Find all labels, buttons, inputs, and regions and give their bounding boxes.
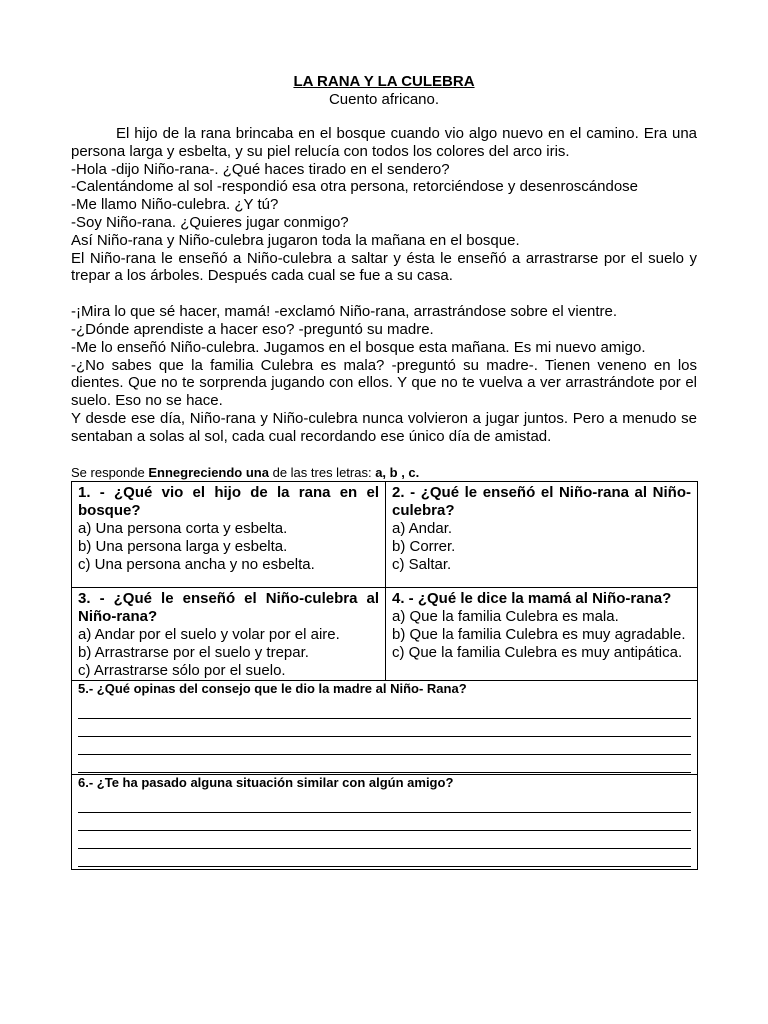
answer-line[interactable] xyxy=(78,755,691,773)
answer-option-a[interactable]: a) Una persona corta y esbelta. xyxy=(78,520,288,537)
answer-line[interactable] xyxy=(78,737,691,755)
answer-option-c[interactable]: c) Que la familia Culebra es muy antipática. xyxy=(392,644,683,661)
answer-option-a[interactable]: a) Que la familia Culebra es mala. xyxy=(392,608,619,625)
question-cell-2 xyxy=(386,482,698,588)
instruction-prefix: Se responde xyxy=(71,465,149,480)
page-subtitle: Cuento africano. xyxy=(328,91,440,108)
instruction-bold: Ennegreciendo una xyxy=(148,465,269,480)
open-question-cell-6 xyxy=(72,775,698,870)
answer-line[interactable] xyxy=(78,795,691,813)
instruction-letters: a, b , c. xyxy=(375,465,420,480)
question-text: 2. - ¿Qué le enseñó el Niño-rana al Niño-culebra? xyxy=(392,484,691,519)
question-table xyxy=(71,481,698,870)
question-cell-3 xyxy=(72,588,386,681)
story-line: Y desde ese día, Niño-rana y Niño-culebra nunca volvieron a jugar juntos. Pero a menudo se sentaban a solas al sol, cada cual recordando ese único día de amistad. xyxy=(71,409,697,445)
story-line: -Soy Niño-rana. ¿Quieres jugar conmigo? xyxy=(71,213,349,231)
answer-line[interactable] xyxy=(78,701,691,719)
story-line: -Me llamo Niño-culebra. ¿Y tú? xyxy=(71,196,279,214)
story-line: -Calentándome al sol -respondió esa otra persona, retorciéndose y desenroscándose xyxy=(71,178,639,196)
story-line: -Hola -dijo Niño-rana-. ¿Qué haces tirado en el sendero? xyxy=(71,160,450,178)
question-text: 1. - ¿Qué vio el hijo de la rana en el bosque? xyxy=(78,484,379,519)
answer-option-c[interactable]: c) Saltar. xyxy=(392,556,452,573)
story-line: El Niño-rana le enseñó a Niño-culebra a saltar y ésta le enseñó a arrastrarse por el suelo y trepar a los árboles. Después cada cual se fue a su casa. xyxy=(71,249,697,285)
instruction-middle: de las tres letras: xyxy=(268,465,376,480)
instructions xyxy=(71,465,697,481)
answer-line[interactable] xyxy=(78,719,691,737)
question-cell-1 xyxy=(72,482,386,588)
story-line: -¿Dónde aprendiste a hacer eso? -preguntó su madre. xyxy=(71,320,434,338)
question-text: 3. - ¿Qué le enseñó el Niño-culebra al Niño-rana? xyxy=(78,590,379,625)
answer-option-a[interactable]: a) Andar por el suelo y volar por el aire. xyxy=(78,626,340,643)
open-question-cell-5 xyxy=(72,681,698,775)
page-title: LA RANA Y LA CULEBRA xyxy=(293,73,475,90)
answer-option-a[interactable]: a) Andar. xyxy=(392,520,453,537)
answer-option-c[interactable]: c) Una persona ancha y no esbelta. xyxy=(78,556,315,573)
question-text: 6.- ¿Te ha pasado alguna situación similar con algún amigo? xyxy=(78,775,454,790)
answer-option-b[interactable]: b) Que la familia Culebra es muy agradable. xyxy=(392,626,686,643)
story-line: -¡Mira lo que sé hacer, mamá! -exclamó Niño-rana, arrastrándose sobre el vientre. xyxy=(71,303,618,321)
answer-option-b[interactable]: b) Arrastrarse por el suelo y trepar. xyxy=(78,644,309,661)
answer-option-c[interactable]: c) Arrastrarse sólo por el suelo. xyxy=(78,662,286,679)
answer-line[interactable] xyxy=(78,849,691,867)
answer-option-b[interactable]: b) Correr. xyxy=(392,538,456,555)
answer-line[interactable] xyxy=(78,813,691,831)
answer-line[interactable] xyxy=(78,831,691,849)
story-text xyxy=(71,125,697,446)
story-line: -¿No sabes que la familia Culebra es mala? -preguntó su madre-. Tienen veneno en los dientes. Que no te sorprenda jugando con ellos. Y que no te vuelva a ver arrastrándote por el suelo. Eso no se hace. xyxy=(71,356,697,410)
question-text: 5.- ¿Qué opinas del consejo que le dio la madre al Niño- Rana? xyxy=(78,681,467,696)
story-paragraph: El hijo de la rana brincaba en el bosque cuando vio algo nuevo en el camino. Era una persona larga y esbelta, y su piel relucía con todos los colores del arco iris. xyxy=(71,125,697,160)
answer-option-b[interactable]: b) Una persona larga y esbelta. xyxy=(78,538,288,555)
story-line: Así Niño-rana y Niño-culebra jugaron toda la mañana en el bosque. xyxy=(71,231,520,249)
story-line: -Me lo enseñó Niño-culebra. Jugamos en el bosque esta mañana. Es mi nuevo amigo. xyxy=(71,338,646,356)
question-cell-4 xyxy=(386,588,698,681)
question-text: 4. - ¿Qué le dice la mamá al Niño-rana? xyxy=(392,590,672,607)
